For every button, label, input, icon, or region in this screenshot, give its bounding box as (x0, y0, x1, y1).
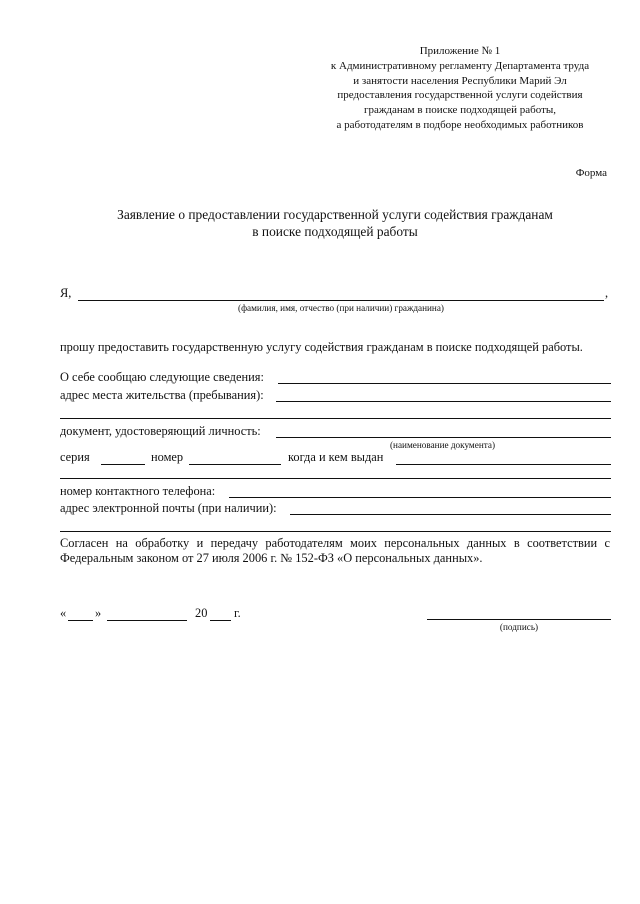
email-field-continuation[interactable] (60, 531, 611, 532)
series-field[interactable] (101, 464, 145, 465)
issued-by-field[interactable] (396, 464, 611, 465)
date-month-field[interactable] (107, 620, 187, 621)
address-field-continuation[interactable] (60, 418, 611, 419)
applicant-suffix: , (605, 286, 609, 300)
title-line-2: в поиске подходящей работы (252, 224, 418, 239)
signature-field[interactable] (427, 619, 611, 620)
appendix-line: предоставления государственной услуги содействия (337, 89, 583, 102)
appendix-line: а работодателям в подборе необходимых работников (336, 118, 584, 131)
date-year-suffix: г. (234, 606, 241, 620)
form-label: Форма (575, 167, 607, 179)
signature-caption: (подпись) (499, 622, 539, 632)
date-quote-close: » (95, 606, 102, 620)
about-me-label: О себе сообщаю следующие сведения: (60, 370, 264, 384)
id-document-caption: (наименование документа) (389, 440, 496, 450)
consent-text: Согласен на обработку и передачу работодателям моих персональных данных в соответствии с Федеральным законом от 27 июля 2006 г. № 152-ФЗ «О персональных данных». (60, 536, 610, 565)
appendix-line: к Административному регламенту Департамента труда (330, 59, 590, 72)
applicant-name-caption: (фамилия, имя, отчество (при наличии) гражданина) (238, 303, 444, 313)
document-title (60, 206, 610, 240)
date-year-prefix: 20 (195, 606, 208, 620)
appendix-line: гражданам в поиске подходящей работы, (363, 104, 557, 117)
phone-field[interactable] (229, 497, 611, 498)
appendix-line: и занятости населения Республики Марий Эл (353, 74, 567, 87)
applicant-name-field[interactable] (78, 300, 604, 301)
appendix-line: Приложение № 1 (419, 45, 501, 57)
date-year-field[interactable] (210, 620, 231, 621)
appendix-header (300, 44, 620, 133)
date-day-field[interactable] (68, 620, 93, 621)
series-label: серия (60, 450, 90, 464)
id-document-field[interactable] (276, 437, 611, 438)
phone-label: номер контактного телефона: (60, 484, 216, 498)
number-field[interactable] (189, 464, 281, 465)
number-label: номер (151, 450, 184, 464)
email-field[interactable] (290, 514, 611, 515)
request-text: прошу предоставить государственную услугу содействия гражданам в поиске подходящей работы. (60, 340, 583, 354)
about-me-field[interactable] (278, 383, 611, 384)
address-field[interactable] (276, 401, 611, 402)
address-label: адрес места жительства (пребывания): (60, 388, 264, 402)
issued-by-label: когда и кем выдан (288, 450, 384, 464)
id-document-label: документ, удостоверяющий личность: (60, 424, 261, 438)
issued-by-field-continuation[interactable] (60, 478, 611, 479)
applicant-prefix: Я, (60, 286, 72, 300)
email-label: адрес электронной почты (при наличии): (60, 501, 277, 515)
date-quote-open: « (60, 606, 67, 620)
title-line-1: Заявление о предоставлении государственной услуги содействия гражданам (117, 207, 553, 222)
